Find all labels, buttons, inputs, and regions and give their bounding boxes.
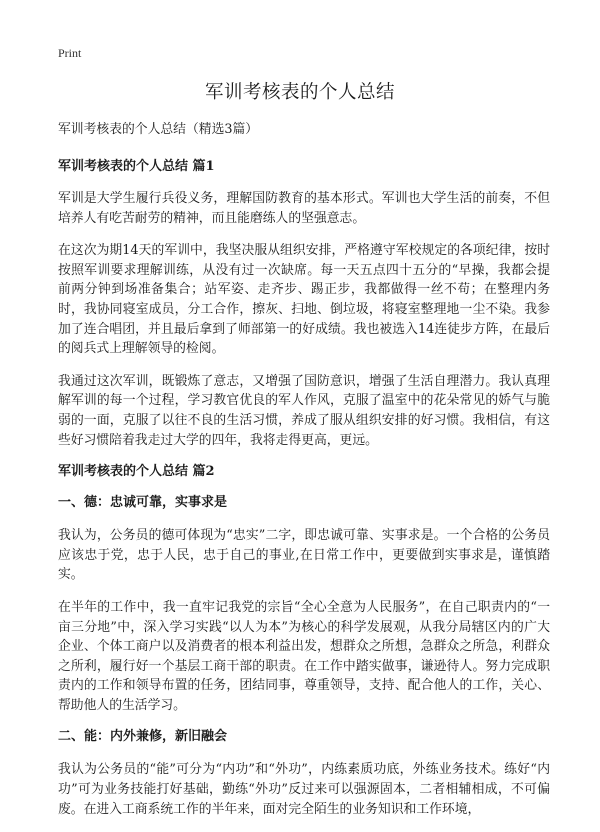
subsection-heading-de: 一、德：忠诚可靠，实事求是 [58,495,228,511]
paragraph: 在这次为期14天的军训中，我坚决服从组织安排，严格遵守军校规定的各项纪律，按时按照军训要求理解训练，从没有过一次缺席。每一天五点四十五分的“早操，我都会提前两分钟到场准备集合；站军姿、走齐步、踢正步，我都做得一丝不苟；在整理内务时，我协同寝室成员，分工合作，擦灰、扫地、倒垃圾，将寝室整理地一尘不染。我参加了连合唱团，并且最后拿到了师部第一的好成绩。我也被选入14连徒步方阵，在最后的阅兵式上理解领导的检阅。 [58,243,550,357]
section-heading-1: 军训考核表的个人总结 篇1 [58,159,215,174]
article-subtitle: 军训考核表的个人总结（精选3篇） [58,122,259,137]
paragraph: 我通过这次军训，既锻炼了意志，又增强了国防意识，增强了生活自理潜力。我认真理解军训的每一个过程，学习教官优良的军人作风，克服了温室中的花朵常见的娇气与脆弱的一面，克服了以往不良的生活习惯，养成了服从组织安排的好习惯。我相信，有这些好习惯陪着我走过大学的四年，我将走得更高，更远。 [58,373,550,448]
paragraph: 我认为，公务员的德可体现为“忠实”二字，即忠诚可靠、实事求是。一个合格的公务员应该忠于党，忠于人民，忠于自己的事业,在日常工作中，更要做到实事求是，谨慎踏实。 [58,528,550,583]
subsection-heading-neng: 二、能：内外兼修，新旧融会 [58,729,228,745]
paragraph: 军训是大学生履行兵役义务，理解国防教育的基本形式。军训也大学生活的前奏，不但培养人有吃苦耐劳的精神，而且能磨练人的坚强意志。 [58,191,550,226]
paragraph: 我认为公务员的“能”可分为“内功”和“外功”，内练素质功底，外练业务技术。练好“内功”可为业务技能打好基础，勤练“外功”反过来可以强源固本，二者相辅相成，不可偏废。在进入工商系统工作的半年来，面对完全陌生的业务知识和工作环境， [58,762,550,817]
article-body [58,121,550,832]
paragraph: 在半年的工作中，我一直牢记我党的宗旨“全心全意为人民服务”，在自己职责内的“一亩三分地”中，深入学习实践“以人为本”为核心的科学发展观，从我分局辖区内的广大企业、个体工商户以及消费者的根本利益出发，想群众之所想，急群众之所急，利群众之所利，履行好一个基层工商干部的职责。在工作中踏实做事，谦逊待人。努力完成职责内的工作和领导布置的任务，团结同事，尊重领导，支持、配合他人的工作，关心、帮助他人的生活学习。 [58,599,550,713]
section-heading-2: 军训考核表的个人总结 篇2 [58,464,215,480]
page-title: 军训考核表的个人总结 [204,82,395,103]
print-link[interactable]: Print [58,46,82,60]
